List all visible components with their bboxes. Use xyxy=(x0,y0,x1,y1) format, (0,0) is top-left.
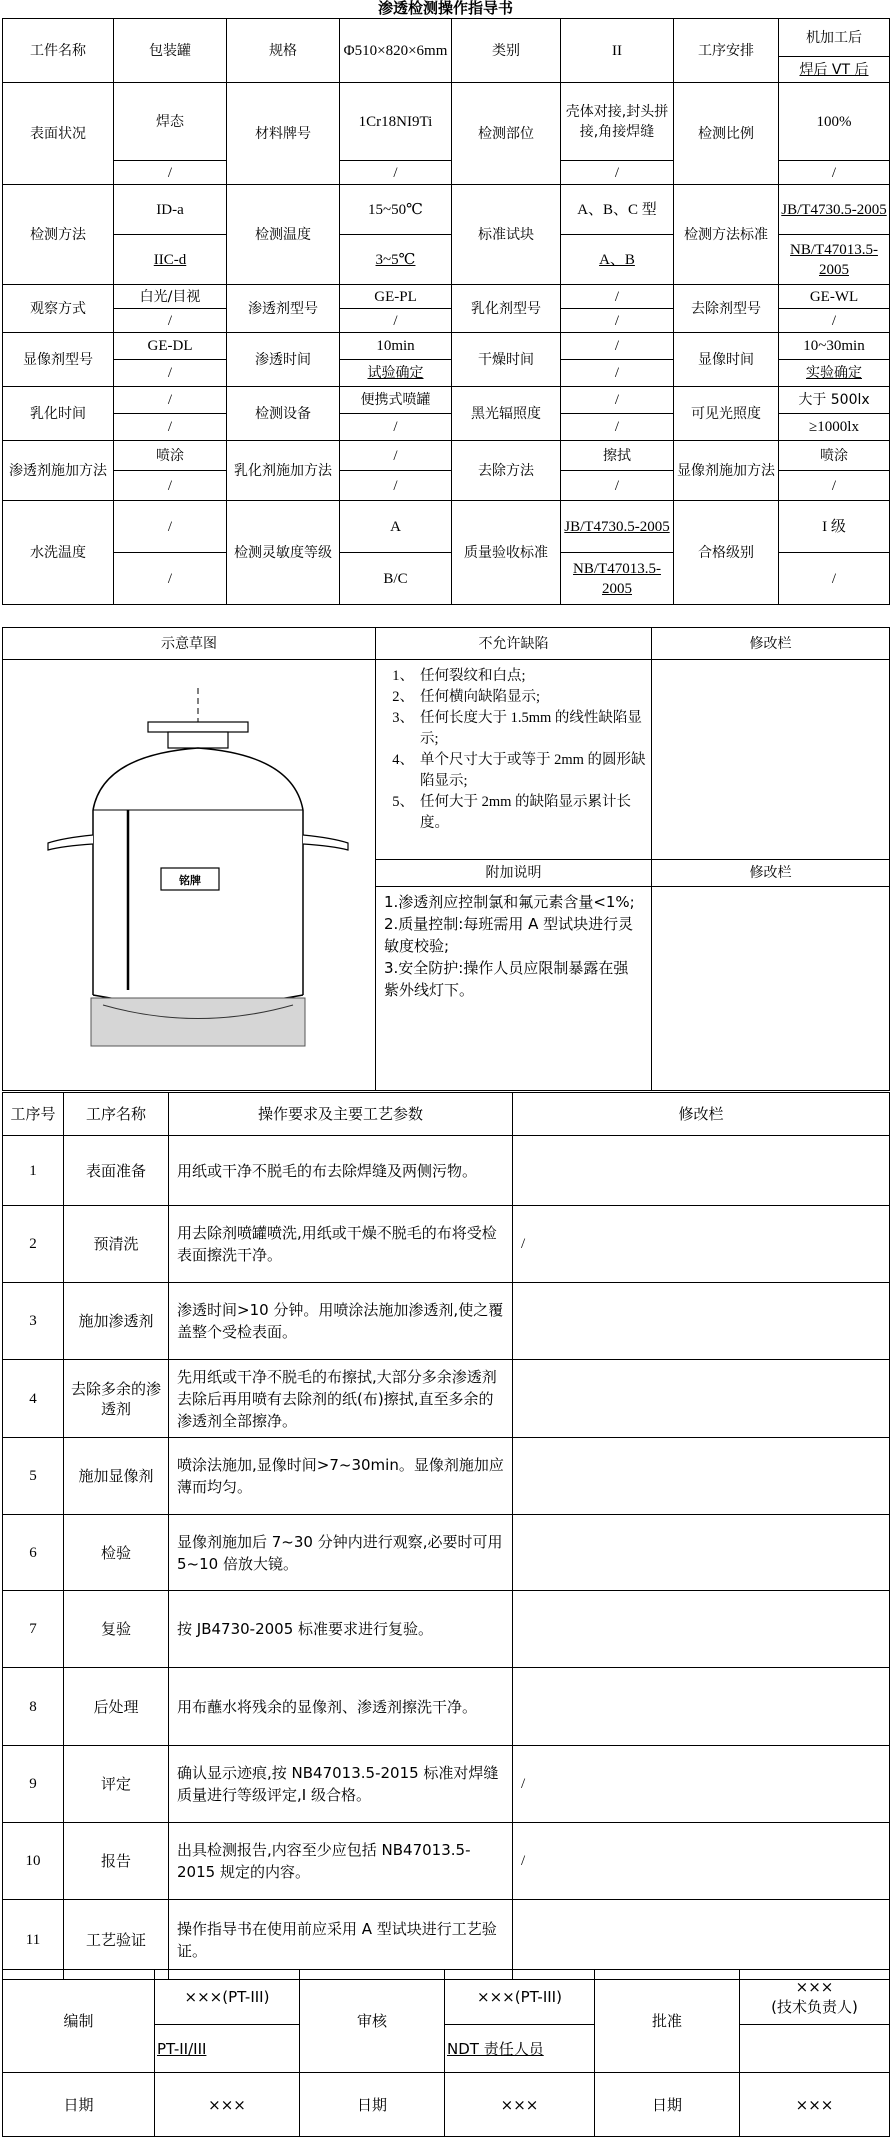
pen-type-value-b: / xyxy=(340,309,452,333)
date-value: ××× xyxy=(155,2073,300,2137)
defects-list xyxy=(376,660,651,834)
op-mod xyxy=(513,1515,890,1591)
table-row xyxy=(3,1668,890,1746)
dev-apply-value-1: 喷涂 xyxy=(779,441,890,471)
table-row xyxy=(3,1900,890,1980)
dev-time-label: 显像时间 xyxy=(674,333,779,387)
grade-value-1: I 级 xyxy=(779,501,890,553)
remover-type-value: GE-WL xyxy=(779,285,890,309)
defect-item: 5、 任何大于 2mm 的缺陷显示累计长度。 xyxy=(392,794,632,831)
dry-time-label: 干燥时间 xyxy=(452,333,561,387)
acceptance-std-value-2: NB/T47013.5-2005 xyxy=(561,553,674,605)
notes-header: 附加说明 xyxy=(376,860,652,886)
tank-base xyxy=(91,998,305,1046)
ratio-value: 100% xyxy=(779,83,890,161)
op-req: 先用纸或干净不脱毛的布擦拭,大部分多余渗透剂去除后再用喷有去除剂的纸(布)擦拭,直至多余的渗透剂全部擦净。 xyxy=(169,1360,513,1438)
op-no: 4 xyxy=(3,1360,64,1438)
wash-temp-label: 水洗温度 xyxy=(3,501,114,605)
ops-header-no: 工序号 xyxy=(3,1093,64,1136)
op-req: 操作指导书在使用前应采用 A 型试块进行工艺验证。 xyxy=(169,1900,513,1980)
std-label: 检测方法标准 xyxy=(674,185,779,285)
date-value: ××× xyxy=(445,2073,595,2137)
dev-type-value: GE-DL xyxy=(114,333,227,360)
surface-label: 表面状况 xyxy=(3,83,114,185)
op-mod xyxy=(513,1283,890,1360)
defects-header: 不允许缺陷 xyxy=(376,628,652,660)
visible-light-value-2: ≥1000lx xyxy=(779,414,890,441)
op-no: 7 xyxy=(3,1591,64,1668)
ratio-label: 检测比例 xyxy=(674,83,779,185)
block-value-2: A、B xyxy=(561,235,674,285)
acceptance-std-value-1: JB/T4730.5-2005 xyxy=(561,501,674,553)
table-row xyxy=(3,1283,890,1360)
date-label: 日期 xyxy=(3,2073,155,2137)
ops-header-mod: 修改栏 xyxy=(513,1093,890,1136)
review-name: ×××(PT-III) xyxy=(445,1970,595,2025)
note-item: 1.渗透剂应控制氯和氟元素含量<1%; xyxy=(384,892,635,911)
sketch-header: 示意草图 xyxy=(3,628,376,660)
wash-temp-value-1: / xyxy=(114,501,227,553)
dev-type-value-b: / xyxy=(114,360,227,387)
op-name: 施加渗透剂 xyxy=(64,1283,169,1360)
dev-apply-value-2: / xyxy=(779,471,890,501)
op-req: 确认显示迹痕,按 NB47013.5-2015 标准对焊缝质量进行等级评定,I 级合格。 xyxy=(169,1746,513,1823)
location-value-b: / xyxy=(561,161,674,185)
temp-value-2: 3~5℃ xyxy=(340,235,452,285)
emul-apply-label: 乳化剂施加方法 xyxy=(227,441,340,501)
visible-light-label: 可见光照度 xyxy=(674,387,779,441)
pen-time-label: 渗透时间 xyxy=(227,333,340,387)
temp-label: 检测温度 xyxy=(227,185,340,285)
remover-type-value-b: / xyxy=(779,309,890,333)
defect-item: 2、 任何横向缺陷显示; xyxy=(392,689,541,705)
op-no: 8 xyxy=(3,1668,64,1746)
spec-value: Φ510×820×6mm xyxy=(340,19,452,83)
remove-method-value-2: / xyxy=(561,471,674,501)
pen-type-label: 渗透剂型号 xyxy=(227,285,340,333)
part-name-label: 工件名称 xyxy=(3,19,114,83)
op-req: 喷涂法施加,显像时间>7~30min。显像剂施加应薄而均匀。 xyxy=(169,1438,513,1515)
location-label: 检测部位 xyxy=(452,83,561,185)
dev-apply-label: 显像剂施加方法 xyxy=(674,441,779,501)
table-row xyxy=(3,1438,890,1515)
operations-table xyxy=(2,1092,890,1980)
op-name: 施加显像剂 xyxy=(64,1438,169,1515)
emul-type-label: 乳化剂型号 xyxy=(452,285,561,333)
surface-value-b: / xyxy=(114,161,227,185)
compile-name: ×××(PT-III) xyxy=(155,1970,300,2025)
defects-list-cell xyxy=(376,660,652,860)
review-qualification: NDT 责任人员 xyxy=(445,2025,595,2073)
notes-mod-header: 修改栏 xyxy=(652,860,890,886)
approve-signature xyxy=(740,2025,890,2073)
pen-time-value-2: 试验确定 xyxy=(340,360,452,387)
method-value-1: ID-a xyxy=(114,185,227,235)
op-no: 6 xyxy=(3,1515,64,1591)
op-req: 用布蘸水将残余的显像剂、渗透剂擦洗干净。 xyxy=(169,1668,513,1746)
tank-dome xyxy=(93,748,303,810)
material-value: 1Cr18NI9Ti xyxy=(340,83,452,161)
pen-apply-value-2: / xyxy=(114,471,227,501)
dev-time-value-2: 实验确定 xyxy=(779,360,890,387)
tank-sketch xyxy=(3,660,376,1091)
tank-drawing xyxy=(3,660,376,1090)
dry-time-value-1: / xyxy=(561,333,674,360)
material-value-b: / xyxy=(340,161,452,185)
emul-apply-value-2: / xyxy=(340,471,452,501)
location-value: 壳体对接,封头拼接,角接焊缝 xyxy=(561,83,674,161)
obs-label: 观察方式 xyxy=(3,285,114,333)
surface-value: 焊态 xyxy=(114,83,227,161)
process-value-1: 机加工后 xyxy=(779,19,890,57)
document-title: 渗透检测操作指导书 xyxy=(377,0,513,17)
category-value: II xyxy=(561,19,674,83)
op-name: 报告 xyxy=(64,1823,169,1900)
equip-value-2: / xyxy=(340,414,452,441)
table-row xyxy=(3,1136,890,1206)
emul-time-label: 乳化时间 xyxy=(3,387,114,441)
grade-label: 合格级别 xyxy=(674,501,779,605)
remove-method-label: 去除方法 xyxy=(452,441,561,501)
op-mod xyxy=(513,1136,890,1206)
op-req: 用去除剂喷罐喷洗,用纸或干燥不脱毛的布将受检表面擦洗干净。 xyxy=(169,1206,513,1283)
wash-temp-value-2: / xyxy=(114,553,227,605)
neck xyxy=(168,732,228,748)
block-value-1: A、B、C 型 xyxy=(561,185,674,235)
date-label: 日期 xyxy=(300,2073,445,2137)
emul-type-value: / xyxy=(561,285,674,309)
table-row xyxy=(3,1206,890,1283)
date-label: 日期 xyxy=(595,2073,740,2137)
op-mod: / xyxy=(513,1746,890,1823)
material-label: 材料牌号 xyxy=(227,83,340,185)
method-value-2: IIC-d xyxy=(114,235,227,285)
op-req: 显像剂施加后 7~30 分钟内进行观察,必要时可用 5~10 倍放大镜。 xyxy=(169,1515,513,1591)
compile-label: 编制 xyxy=(3,1970,155,2073)
signature-table xyxy=(2,1969,890,2137)
op-name: 检验 xyxy=(64,1515,169,1591)
op-name: 去除多余的渗透剂 xyxy=(64,1360,169,1438)
op-mod xyxy=(513,1360,890,1438)
op-name: 后处理 xyxy=(64,1668,169,1746)
op-no: 11 xyxy=(3,1900,64,1980)
defects-mod-cell xyxy=(652,660,890,860)
sensitivity-value-2: B/C xyxy=(340,553,452,605)
dev-time-value-1: 10~30min xyxy=(779,333,890,360)
left-handle xyxy=(48,835,93,850)
table-row xyxy=(3,1746,890,1823)
table-row xyxy=(3,1823,890,1900)
emul-apply-value-1: / xyxy=(340,441,452,471)
std-value-2: NB/T47013.5-2005 xyxy=(779,235,890,285)
top-flange xyxy=(148,722,248,732)
op-name: 复验 xyxy=(64,1591,169,1668)
sensitivity-value-1: A xyxy=(340,501,452,553)
op-no: 10 xyxy=(3,1823,64,1900)
op-req: 渗透时间>10 分钟。用喷涂法施加渗透剂,使之覆盖整个受检表面。 xyxy=(169,1283,513,1360)
visible-light-value-1: 大于 500lx xyxy=(779,387,890,414)
dev-type-label: 显像剂型号 xyxy=(3,333,114,387)
notes-cell xyxy=(376,886,652,1091)
op-mod xyxy=(513,1668,890,1746)
op-mod xyxy=(513,1900,890,1980)
op-name: 表面准备 xyxy=(64,1136,169,1206)
approve-label: 批准 xyxy=(595,1970,740,2073)
sketch-section xyxy=(2,627,890,1091)
equip-label: 检测设备 xyxy=(227,387,340,441)
op-no: 2 xyxy=(3,1206,64,1283)
pen-apply-label: 渗透剂施加方法 xyxy=(3,441,114,501)
op-no: 3 xyxy=(3,1283,64,1360)
review-label: 审核 xyxy=(300,1970,445,2073)
emul-time-value-1: / xyxy=(114,387,227,414)
obs-value: 白光/目视 xyxy=(114,285,227,309)
uv-label: 黑光辐照度 xyxy=(452,387,561,441)
equip-value-1: 便携式喷罐 xyxy=(340,387,452,414)
remover-type-label: 去除剂型号 xyxy=(674,285,779,333)
method-label: 检测方法 xyxy=(3,185,114,285)
sensitivity-label: 检测灵敏度等级 xyxy=(227,501,340,605)
defects-mod-header: 修改栏 xyxy=(652,628,890,660)
pen-time-value-1: 10min xyxy=(340,333,452,360)
uv-value-2: / xyxy=(561,414,674,441)
date-value: ××× xyxy=(740,2073,890,2137)
category-label: 类别 xyxy=(452,19,561,83)
temp-value-1: 15~50℃ xyxy=(340,185,452,235)
block-label: 标准试块 xyxy=(452,185,561,285)
pen-apply-value-1: 喷涂 xyxy=(114,441,227,471)
ratio-value-b: / xyxy=(779,161,890,185)
ops-header-name: 工序名称 xyxy=(64,1093,169,1136)
process-label: 工序安排 xyxy=(674,19,779,83)
op-mod: / xyxy=(513,1823,890,1900)
approve-name: ××× (技术负责人) xyxy=(740,1970,890,2025)
pen-type-value: GE-PL xyxy=(340,285,452,309)
op-name: 预清洗 xyxy=(64,1206,169,1283)
compile-qualification: PT-II/III xyxy=(155,2025,300,2073)
op-req: 出具检测报告,内容至少应包括 NB47013.5-2015 规定的内容。 xyxy=(169,1823,513,1900)
table-row xyxy=(3,1591,890,1668)
process-value-2: 焊后 VT 后 xyxy=(779,57,890,83)
op-no: 5 xyxy=(3,1438,64,1515)
emul-time-value-2: / xyxy=(114,414,227,441)
op-name: 评定 xyxy=(64,1746,169,1823)
op-req: 按 JB4730-2005 标准要求进行复验。 xyxy=(169,1591,513,1668)
grade-value-2: / xyxy=(779,553,890,605)
uv-value-1: / xyxy=(561,387,674,414)
ops-header-req: 操作要求及主要工艺参数 xyxy=(169,1093,513,1136)
dry-time-value-2: / xyxy=(561,360,674,387)
emul-type-value-b: / xyxy=(561,309,674,333)
parameter-table xyxy=(2,18,890,605)
spec-label: 规格 xyxy=(227,19,340,83)
std-value-1: JB/T4730.5-2005 xyxy=(779,185,890,235)
remove-method-value-1: 擦拭 xyxy=(561,441,674,471)
part-name-value: 包装罐 xyxy=(114,19,227,83)
note-item: 2.质量控制:每班需用 A 型试块进行灵敏度校验; xyxy=(384,914,634,955)
table-row xyxy=(3,1515,890,1591)
defect-item: 4、 单个尺寸大于或等于 2mm 的圆形缺陷显示; xyxy=(392,752,646,789)
obs-value-b: / xyxy=(114,309,227,333)
op-no: 9 xyxy=(3,1746,64,1823)
defect-item: 1、 任何裂纹和白点; xyxy=(392,668,526,684)
acceptance-std-label: 质量验收标准 xyxy=(452,501,561,605)
op-req: 用纸或干净不脱毛的布去除焊缝及两侧污物。 xyxy=(169,1136,513,1206)
tank-body xyxy=(93,810,303,995)
defect-item: 3、 任何长度大于 1.5mm 的线性缺陷显示; xyxy=(392,710,642,747)
nameplate-label: 铭牌 xyxy=(179,874,201,887)
op-mod xyxy=(513,1591,890,1668)
op-no: 1 xyxy=(3,1136,64,1206)
op-mod xyxy=(513,1438,890,1515)
op-name: 工艺验证 xyxy=(64,1900,169,1980)
right-handle xyxy=(303,835,348,850)
notes-mod-cell xyxy=(652,886,890,1091)
note-item: 3.安全防护:操作人员应限制暴露在强紫外线灯下。 xyxy=(384,958,629,999)
op-mod: / xyxy=(513,1206,890,1283)
table-row xyxy=(3,1360,890,1438)
